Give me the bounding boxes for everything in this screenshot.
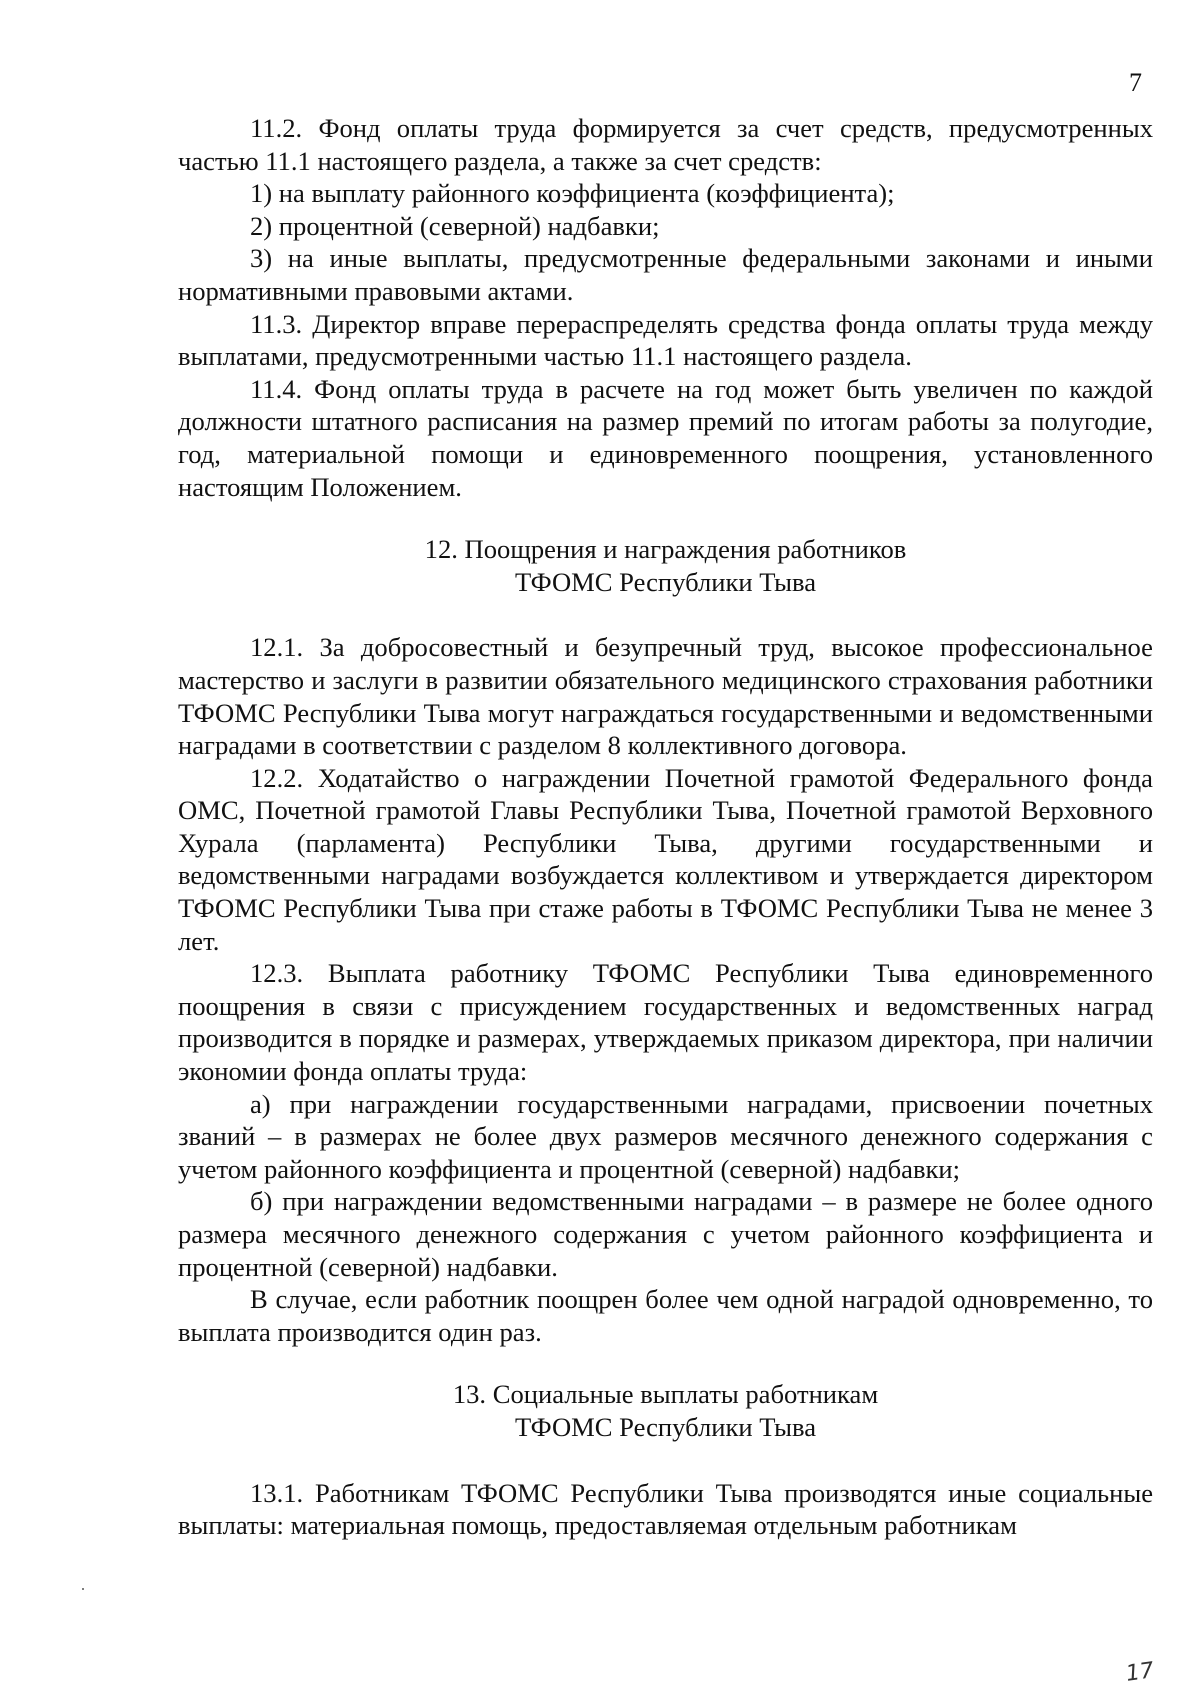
section-13-heading-line2: ТФОМС Республики Тыва [514, 1411, 817, 1442]
section-12-heading-line2: ТФОМС Республики Тыва [514, 566, 817, 597]
paragraph-12-3-note: В случае, если работник поощрен более чем одной наградой одновременно, то выплата производится один раз. [178, 1284, 1153, 1347]
page-number: 7 [1129, 68, 1142, 97]
paragraph-11-4: 11.4. Фонд оплаты труда в расчете на год может быть увеличен по каждой должности штатного расписания на размер премий по итогам работы за полугодие, год, материальной помощи и единовременного поощрения, установленного настоящим Положением. [178, 373, 1153, 502]
list-item-11-2-3: 3) на иные выплаты, предусмотренные федеральными законами и иными нормативными правовыми актами. [178, 243, 1153, 306]
document-body [178, 112, 1153, 1542]
section-12-heading-line1: 12. Поощрения и награждения работников [424, 534, 907, 565]
handwritten-page-mark: 17 [1124, 1658, 1156, 1687]
scan-speck [82, 1588, 84, 1590]
paragraph-11-2: 11.2. Фонд оплаты труда формируется за счет средств, предусмотренных частью 11.1 настоящего раздела, а также за счет средств: [178, 113, 1153, 176]
list-item-12-3-a: а) при награждении государственными наградами, присвоении почетных званий – в размерах не более двух размеров месячного денежного содержания с учетом районного коэффициента и процентной (северной) надбавки; [178, 1088, 1153, 1184]
paragraph-12-1: 12.1. За добросовестный и безупречный труд, высокое профессиональное мастерство и заслуги в развитии обязательного медицинского страхования работники ТФОМС Республики Тыва могут награждаться государственными и ведомственными наградами в соответствии с разделом 8 коллективного договора. [178, 632, 1153, 761]
section-13-heading-line1: 13. Социальные выплаты работникам [452, 1379, 879, 1410]
list-item-11-2-1: 1) на выплату районного коэффициента (коэффициента); [250, 178, 895, 209]
paragraph-13-1: 13.1. Работникам ТФОМС Республики Тыва производятся иные социальные выплаты: материальная помощь, предоставляемая отдельным работникам [178, 1477, 1153, 1541]
paragraph-12-2: 12.2. Ходатайство о награждении Почетной грамотой Федерального фонда ОМС, Почетной грамотой Главы Республики Тыва, Почетной грамотой Верховного Хурала (парламента) Республики Тыва, другими государственными и ведомственными наградами возбуждается коллективом и утверждается директором ТФОМС Республики Тыва при стаже работы в ТФОМС Республики Тыва не менее 3 лет. [178, 762, 1153, 956]
list-item-11-2-2: 2) процентной (северной) надбавки; [250, 210, 660, 241]
paragraph-12-3: 12.3. Выплата работнику ТФОМС Республики Тыва единовременного поощрения в связи с присуждением государственных и ведомственных наград производится в порядке и размерах, утверждаемых приказом директора, при наличии экономии фонда оплаты труда: [178, 958, 1153, 1087]
list-item-12-3-b: б) при награждении ведомственными наградами – в размере не более одного размера месячного денежного содержания с учетом районного коэффициента и процентной (северной) надбавки. [178, 1186, 1153, 1282]
paragraph-11-3: 11.3. Директор вправе перераспределять средства фонда оплаты труда между выплатами, предусмотренными частью 11.1 настоящего раздела. [178, 308, 1153, 372]
